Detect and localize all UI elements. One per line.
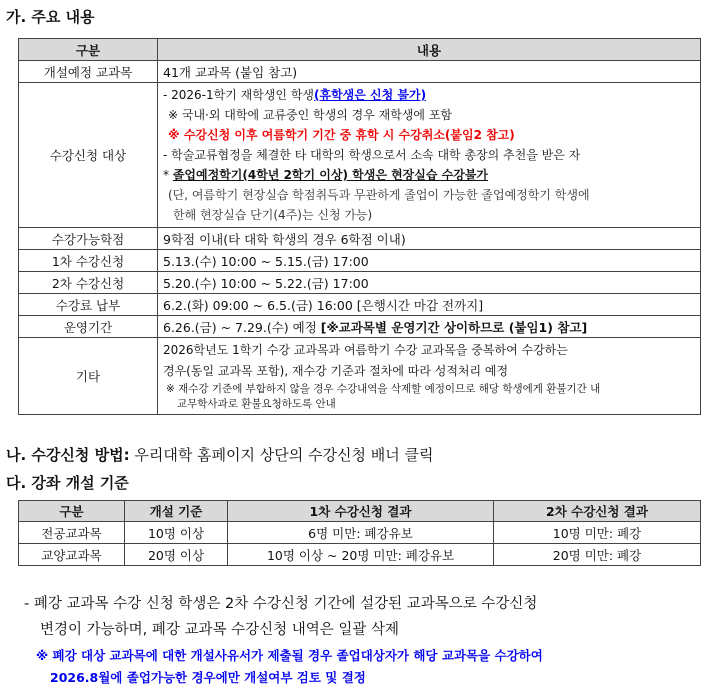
content-line: (단, 여름학기 현장실습 학점취득과 무관하게 졸업이 가능한 졸업예정학기 학생에 xyxy=(168,188,590,202)
table-row xyxy=(19,338,701,415)
table-row xyxy=(19,228,701,250)
header-content: 내용 xyxy=(158,39,701,61)
row-label: 1차 수강신청 xyxy=(19,250,158,272)
row-label: 수강가능학점 xyxy=(19,228,158,250)
row-content: 9학점 이내(타 대학 학생의 경우 6학점 이내) xyxy=(158,228,701,250)
graduating-student-note: 졸업예정학기(4학년 2학기 이상) 학생은 현장실습 수강불가 xyxy=(172,168,489,182)
row-label: 기타 xyxy=(19,338,158,415)
cell: 교양교과목 xyxy=(19,544,125,566)
table-row xyxy=(19,522,701,544)
section-b xyxy=(6,444,434,465)
cell: 20명 이상 xyxy=(125,544,228,566)
course-criteria-table xyxy=(18,500,701,566)
table-row xyxy=(19,544,701,566)
section-c-title: 다. 강좌 개설 기준 xyxy=(6,474,129,492)
header-category: 구분 xyxy=(19,501,125,522)
content-line xyxy=(163,85,695,105)
row-content: 5.20.(수) 10:00 ~ 5.22.(금) 17:00 xyxy=(158,272,701,294)
leave-student-note: (휴학생은 신청 불가) xyxy=(314,88,427,102)
cell: 20명 미만: 폐강 xyxy=(494,544,701,566)
row-content xyxy=(158,338,701,415)
footer-note: ※ 폐강 대상 교과목에 대한 개설사유서가 제출될 경우 졸업대상자가 해당 교과목을 수강하여 xyxy=(36,648,543,663)
cell: 전공교과목 xyxy=(19,522,125,544)
content-line: 2026학년도 1학기 수강 교과목과 여름학기 수강 교과목을 중복하여 수강하는 xyxy=(163,343,568,357)
row-label: 수강신청 대상 xyxy=(19,83,158,228)
table-row xyxy=(19,250,701,272)
section-b-text: 우리대학 홈페이지 상단의 수강신청 배너 클릭 xyxy=(129,446,434,464)
footer-note: 2026.8월에 졸업가능한 경우에만 개설여부 검토 및 결정 xyxy=(50,670,366,685)
cell: 6명 미만: 폐강유보 xyxy=(228,522,494,544)
footer-line: - 폐강 교과목 수강 신청 학생은 2차 수강신청 기간에 설강된 교과목으로 수강신청 xyxy=(24,596,538,612)
header-category: 구분 xyxy=(19,39,158,61)
row-content: 41개 교과목 (붙임 참고) xyxy=(158,61,701,83)
header-second-result: 2차 수강신청 결과 xyxy=(494,501,701,522)
header-first-result: 1차 수강신청 결과 xyxy=(228,501,494,522)
cell: 10명 이상 xyxy=(125,522,228,544)
row-label: 수강료 납부 xyxy=(19,294,158,316)
header-criteria: 개설 기준 xyxy=(125,501,228,522)
table-header-row xyxy=(19,501,701,522)
row-content xyxy=(158,83,701,228)
content-line: ※ 재수강 기준에 부합하지 않을 경우 수강내역을 삭제할 예정이므로 해당 학생에게 환불기간 내 xyxy=(166,383,601,395)
eligibility-text: - 2026-1학기 재학생인 학생 xyxy=(163,88,315,102)
period-note: [※교과목별 운영기간 상이하므로 (붙임1) 참고] xyxy=(320,319,588,335)
cell: 10명 이상 ~ 20명 미만: 폐강유보 xyxy=(228,544,494,566)
row-content xyxy=(158,316,701,338)
content-line xyxy=(163,165,695,185)
cell: 10명 미만: 폐강 xyxy=(494,522,701,544)
table-row xyxy=(19,294,701,316)
section-b-title: 나. 수강신청 방법: xyxy=(6,446,130,464)
section-a-title: 가. 주요 내용 xyxy=(6,8,95,26)
table-row xyxy=(19,83,701,228)
main-info-table xyxy=(18,38,701,415)
content-line: ※ 국내·외 대학에 교류중인 학생의 경우 재학생에 포함 xyxy=(168,108,453,122)
content-line: - 학술교류협정을 체결한 타 대학의 학생으로서 소속 대학 총장의 추천을 받은 자 xyxy=(163,148,581,162)
row-label: 2차 수강신청 xyxy=(19,272,158,294)
asterisk: * xyxy=(163,168,173,182)
row-content: 5.13.(수) 10:00 ~ 5.15.(금) 17:00 xyxy=(158,250,701,272)
content-line: 한해 현장실습 단기(4주)는 신청 가능) xyxy=(173,208,373,222)
period-text: 6.26.(금) ~ 7.29.(수) 예정 xyxy=(163,319,321,335)
row-label: 운영기간 xyxy=(19,316,158,338)
content-line: 경우(동일 교과목 포함), 재수강 기준과 절차에 따라 성적처리 예정 xyxy=(163,364,509,378)
row-label: 개설예정 교과목 xyxy=(19,61,158,83)
table-row xyxy=(19,316,701,338)
table-row xyxy=(19,61,701,83)
content-line: ※ 수강신청 이후 여름학기 기간 중 휴학 시 수강취소(붙임2 참고) xyxy=(168,128,515,142)
row-content: 6.2.(화) 09:00 ~ 6.5.(금) 16:00 [은행시간 마감 전까지] xyxy=(158,294,701,316)
footer-line: 변경이 가능하며, 폐강 교과목 수강신청 내역은 일괄 삭제 xyxy=(40,622,400,638)
content-line: 교무학사과로 환불요청하도록 안내 xyxy=(177,398,336,410)
table-row xyxy=(19,272,701,294)
table-header-row xyxy=(19,39,701,61)
